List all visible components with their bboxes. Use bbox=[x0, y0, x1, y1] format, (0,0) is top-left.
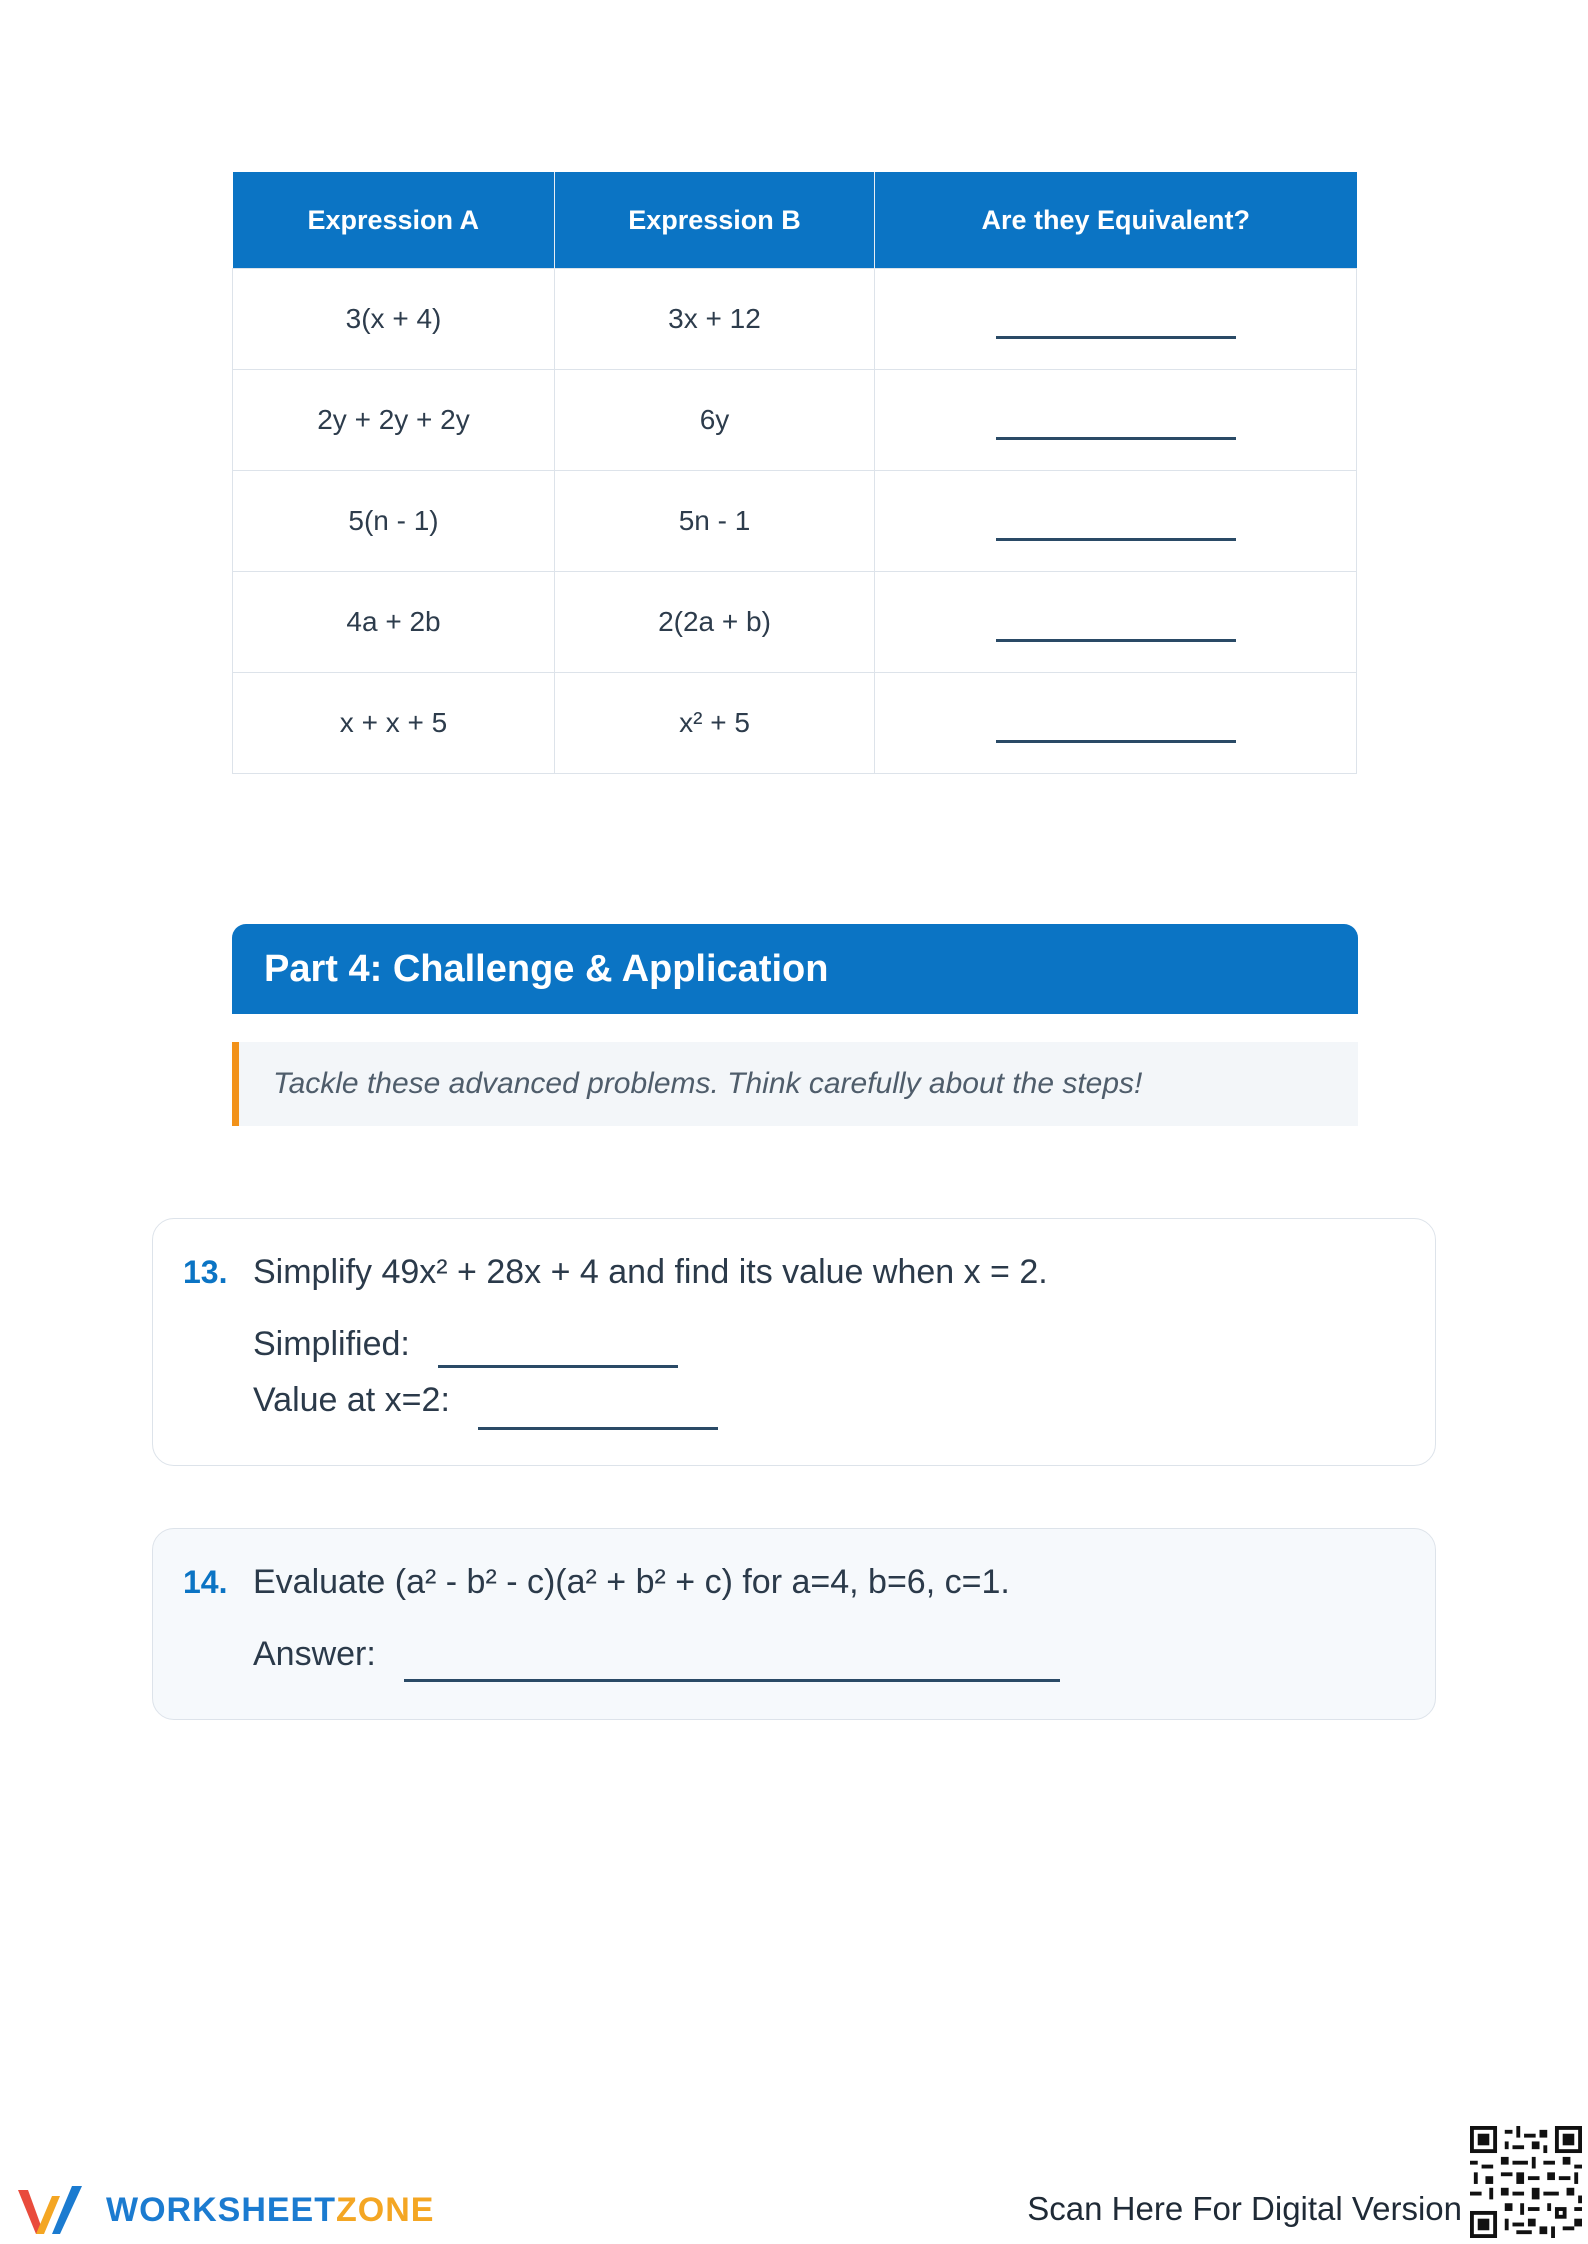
column-header: Are they Equivalent? bbox=[875, 172, 1357, 269]
table-row bbox=[233, 471, 1357, 572]
expression-a-cell: 4a + 2b bbox=[233, 572, 555, 673]
answer-line-value bbox=[253, 1381, 718, 1420]
expression-a-cell: 2y + 2y + 2y bbox=[233, 370, 555, 471]
column-header: Expression A bbox=[233, 172, 555, 269]
expression-a-cell: 5(n - 1) bbox=[233, 471, 555, 572]
logo-wordmark: WORKSHEETZONE bbox=[106, 2190, 435, 2229]
question-card-14 bbox=[152, 1528, 1436, 1720]
equivalence-table bbox=[232, 172, 1357, 774]
question-row bbox=[183, 1563, 1010, 1602]
question-number: 14. bbox=[183, 1564, 228, 1600]
question-text: Evaluate (a² - b² - c)(a² + b² + c) for a=4, b=6, c=1. bbox=[253, 1563, 1010, 1601]
answer-label: Simplified: bbox=[253, 1325, 410, 1363]
logo-icon bbox=[16, 2182, 92, 2238]
answer-line-simplified bbox=[253, 1325, 678, 1364]
question-text: Simplify 49x² + 28x + 4 and find its value when x = 2. bbox=[253, 1253, 1048, 1291]
answer-blank[interactable] bbox=[996, 538, 1236, 541]
expression-b-cell: 6y bbox=[555, 370, 875, 471]
answer-line bbox=[253, 1635, 1060, 1674]
expression-b-cell: 3x + 12 bbox=[555, 269, 875, 370]
expression-b-cell: 5n - 1 bbox=[555, 471, 875, 572]
instruction-text: Tackle these advanced problems. Think carefully about the steps! bbox=[273, 1067, 1143, 1100]
answer-cell bbox=[875, 572, 1357, 673]
section-title: Part 4: Challenge & Application bbox=[264, 947, 829, 990]
answer-label: Value at x=2: bbox=[253, 1381, 450, 1419]
table-row bbox=[233, 269, 1357, 370]
answer-blank[interactable] bbox=[404, 1679, 1060, 1682]
scan-text: Scan Here For Digital Version bbox=[1027, 2190, 1462, 2227]
worksheetzone-logo[interactable] bbox=[16, 2182, 434, 2238]
question-row bbox=[183, 1253, 1048, 1292]
table-row bbox=[233, 673, 1357, 774]
expression-a-cell: x + x + 5 bbox=[233, 673, 555, 774]
instruction-callout bbox=[232, 1042, 1358, 1126]
table-row bbox=[233, 572, 1357, 673]
answer-cell bbox=[875, 269, 1357, 370]
answer-blank[interactable] bbox=[438, 1365, 678, 1368]
table-header-row bbox=[233, 172, 1357, 269]
answer-blank[interactable] bbox=[996, 639, 1236, 642]
table-row bbox=[233, 370, 1357, 471]
section-header bbox=[232, 924, 1358, 1014]
answer-cell bbox=[875, 370, 1357, 471]
answer-cell bbox=[875, 673, 1357, 774]
answer-blank[interactable] bbox=[478, 1427, 718, 1430]
expression-b-cell: x² + 5 bbox=[555, 673, 875, 774]
qr-code-icon[interactable] bbox=[1470, 2126, 1582, 2238]
question-number: 13. bbox=[183, 1254, 228, 1290]
expression-a-cell: 3(x + 4) bbox=[233, 269, 555, 370]
column-header: Expression B bbox=[555, 172, 875, 269]
answer-cell bbox=[875, 471, 1357, 572]
answer-blank[interactable] bbox=[996, 336, 1236, 339]
question-card-13 bbox=[152, 1218, 1436, 1466]
answer-blank[interactable] bbox=[996, 740, 1236, 743]
answer-label: Answer: bbox=[253, 1635, 376, 1673]
expression-b-cell: 2(2a + b) bbox=[555, 572, 875, 673]
answer-blank[interactable] bbox=[996, 437, 1236, 440]
